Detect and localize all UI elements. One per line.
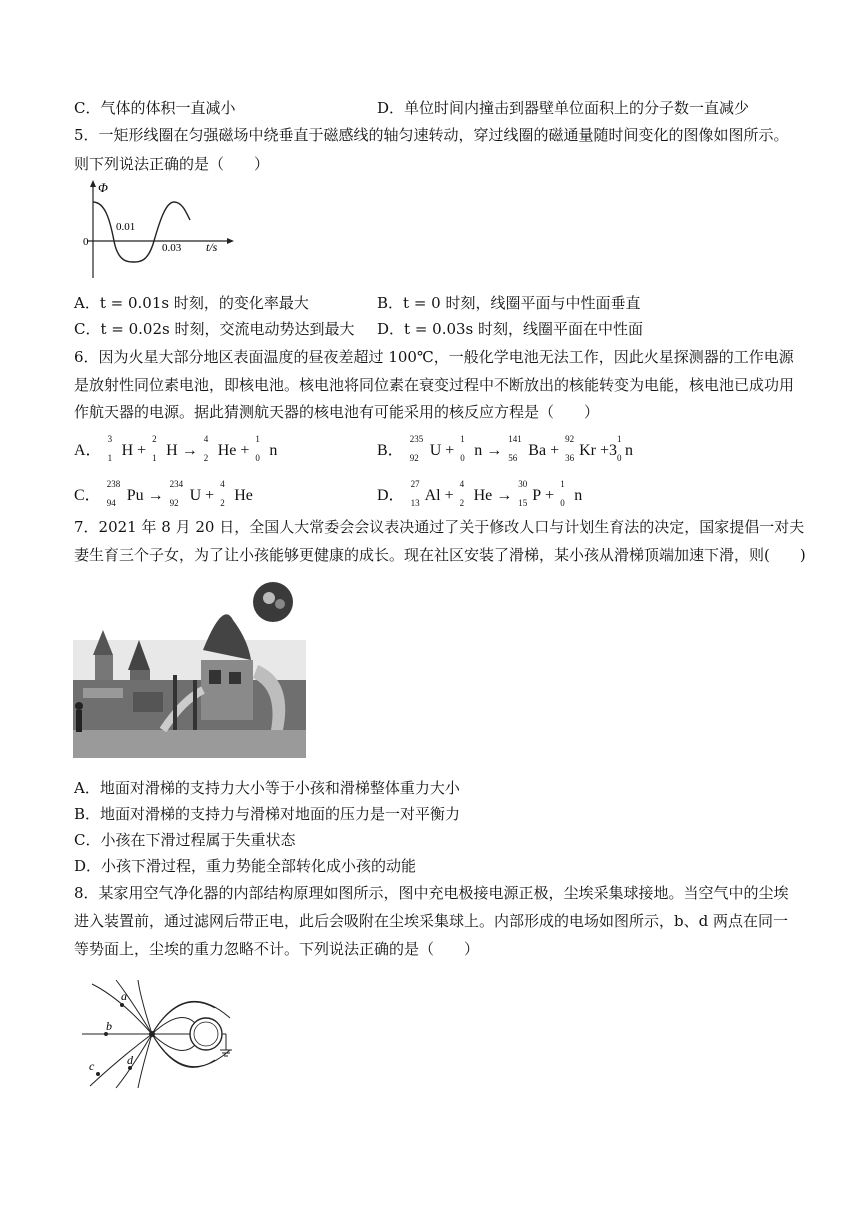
point-a: [120, 1003, 124, 1007]
q7-option-b: B．地面对滑梯的支持力与滑梯对地面的压力是一对平衡力: [74, 805, 461, 823]
label-c: c: [89, 1059, 95, 1073]
q6-option-d: D． 27 13 Al + 4 2 He → 30 15 P + 1 0 n: [377, 479, 583, 508]
q5-option-d: D．t = 0.03s 时刻，线圈平面在中性面: [377, 320, 644, 338]
q5-option-a: A．t = 0.01s 时刻，的变化率最大: [74, 294, 309, 312]
time-axis-label: t/s: [206, 240, 218, 254]
q8-stem-line3: 等势面上，尘埃的重力忽略不计。下列说法正确的是（ ）: [74, 940, 480, 958]
option-label: B．: [377, 442, 404, 459]
phi-axis-arrow: [90, 180, 96, 187]
q5-option-c: C．t = 0.02s 时刻，交流电动势达到最大: [74, 320, 355, 338]
q7-option-d: D．小孩下滑过程，重力势能全部转化成小孩的动能: [74, 857, 417, 875]
tick-label-001: 0.01: [116, 221, 136, 233]
field-line: [138, 1034, 152, 1088]
phi-label: Φ: [98, 180, 108, 195]
option-label: A．: [74, 442, 102, 459]
point-c: [96, 1072, 100, 1076]
q7-stem-line1: 7．2021 年 8 月 20 日，全国人大常委会会议表决通过了关于修改人口与计划生育法的决定，国家提倡一对夫: [74, 518, 805, 536]
electric-field-diagram: [80, 978, 240, 1090]
origin-label: 0: [83, 236, 89, 248]
tick-label-003: 0.03: [162, 242, 182, 254]
q5-option-b: B．t = 0 时刻，线圈平面与中性面垂直: [377, 294, 641, 312]
q7-stem-line2: 妻生育三个子女，为了让小孩能够更健康的成长。现在社区安装了滑梯，某小孩从滑梯顶端加速下滑，则( ): [74, 546, 806, 564]
field-line: [90, 1034, 152, 1086]
q7-option-a: A．地面对滑梯的支持力大小等于小孩和滑梯整体重力大小: [74, 779, 460, 797]
label-b: b: [106, 1019, 112, 1033]
field-line: [116, 1034, 152, 1088]
charging-electrode: [149, 1031, 155, 1037]
q4-option-d: D．单位时间内撞击到器壁单位面积上的分子数一直减少: [377, 99, 750, 117]
q8-stem-line1: 8．某家用空气净化器的内部结构原理如图所示，图中充电极接电源正极，尘埃采集球接地。当空气中的尘埃: [74, 884, 789, 902]
field-line: [152, 1018, 195, 1034]
time-axis-arrow: [227, 238, 234, 244]
label-a: a: [121, 989, 127, 1003]
q6-option-b: B． 235 92 U + 1 0 n → 141 56 Ba + 92 36 Kr +3 1 0 n: [377, 434, 634, 463]
q6-stem-line1: 6．因为火星大部分地区表面温度的昼夜差超过 100℃，一般化学电池无法工作，因此火星探测器的工作电源: [74, 348, 794, 366]
q5-stem-line2: 则下列说法正确的是（ ）: [74, 155, 270, 173]
playground-slide-photo: [73, 580, 306, 758]
q6-stem-line3: 作航天器的电源。据此猜测航天器的核电池有可能采用的核反应方程是（ ）: [74, 403, 600, 421]
field-line: [152, 1034, 195, 1050]
q6-stem-line2: 是放射性同位素电池，即核电池。核电池将同位素在衰变过程中不断放出的核能转变为电能，核电池已成功用: [74, 376, 795, 394]
label-d: d: [127, 1053, 133, 1067]
q5-stem-line1: 5．一矩形线圈在匀强磁场中绕垂直于磁感线的轴匀速转动，穿过线圈的磁通量随时间变化的图像如图所示。: [74, 126, 789, 144]
dust-collector-ball: [190, 1018, 222, 1050]
option-label: C．: [74, 487, 101, 504]
q4-option-c: C．气体的体积一直减小: [74, 99, 236, 117]
q7-option-c: C．小孩在下滑过程属于失重状态: [74, 831, 296, 849]
q6-option-a: A． 3 1 H + 2 1 H → 4 2 He + 1 0 n: [74, 434, 278, 463]
q6-option-c: C． 238 94 Pu → 234 92 U + 4 2 He: [74, 479, 253, 508]
flux-time-graph: [78, 178, 238, 282]
option-label: D．: [377, 487, 405, 504]
q8-stem-line2: 进入装置前，通过滤网后带正电，此后会吸附在尘埃采集球上。内部形成的电场如图所示，b、d 两点在同一: [74, 912, 788, 930]
